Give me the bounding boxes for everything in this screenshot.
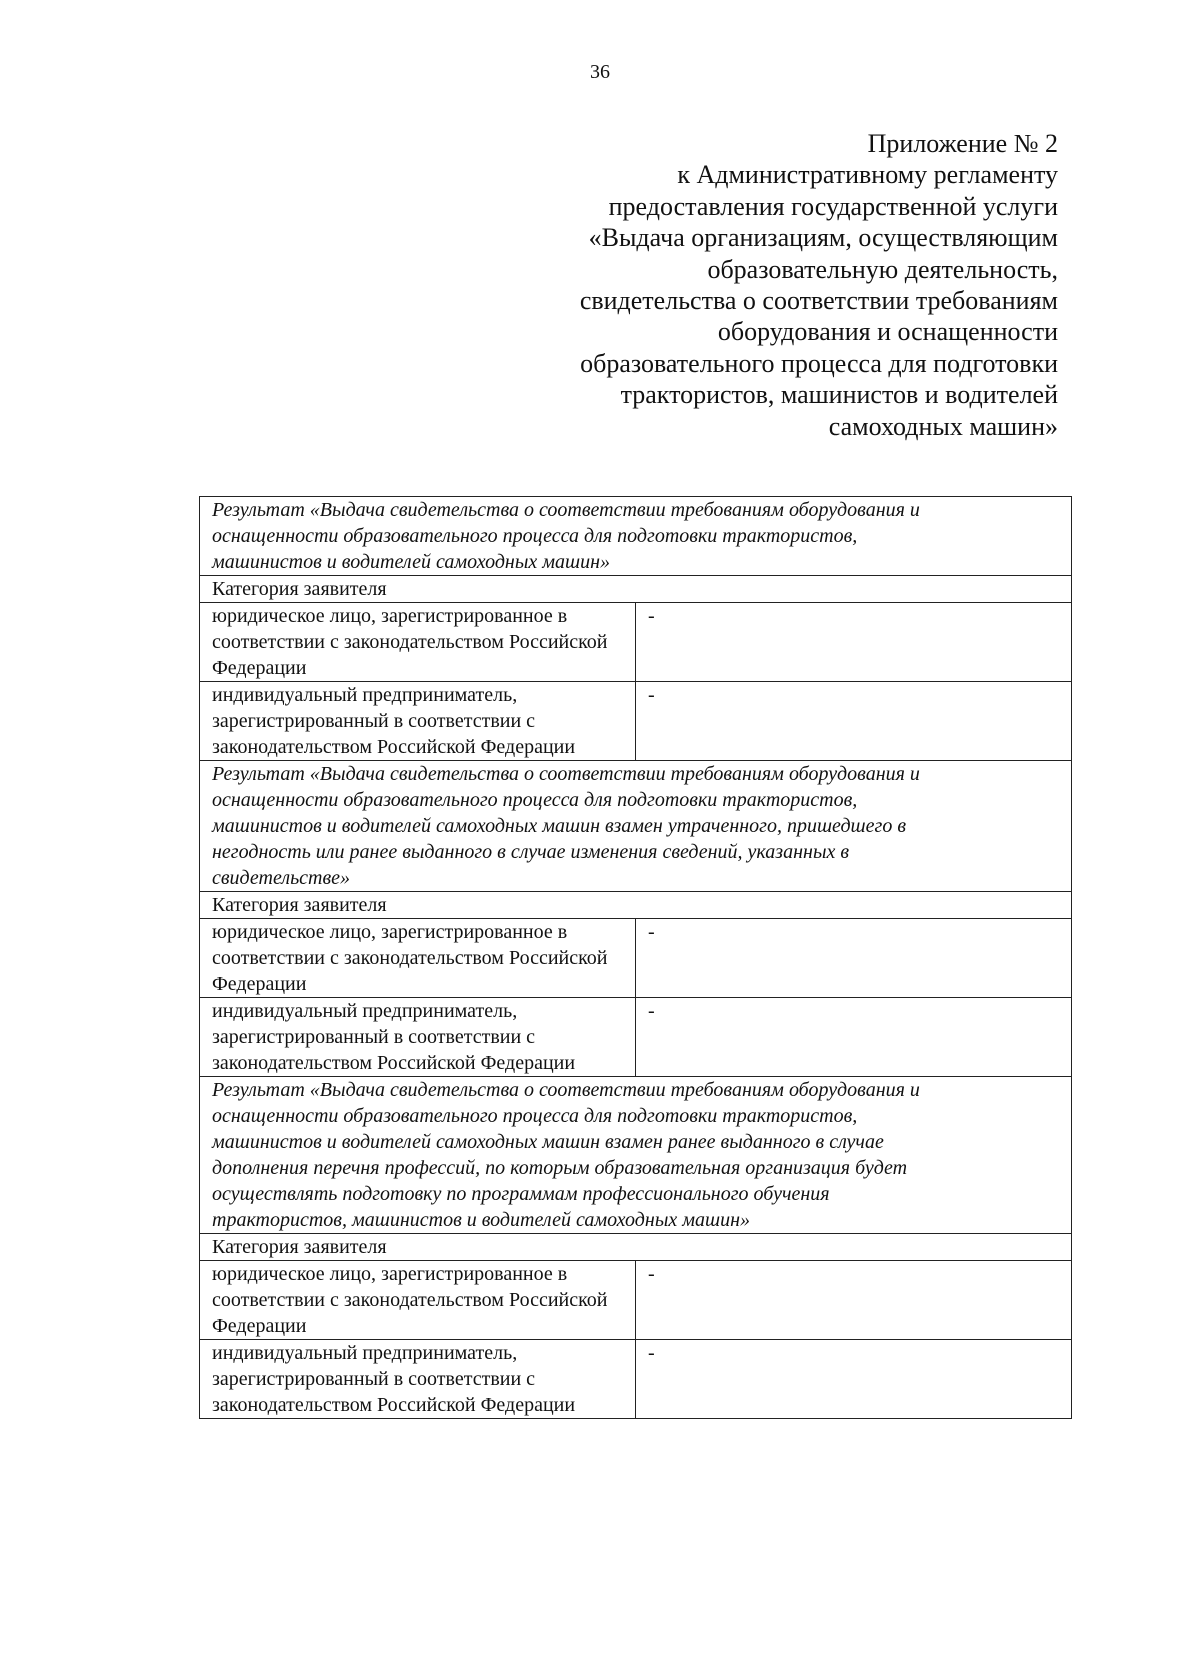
applicant-type-line: юридическое лицо, зарегистрированное в (212, 921, 568, 943)
applicant-type-line: юридическое лицо, зарегистрированное в (212, 1263, 568, 1285)
value-cell: - (636, 682, 1072, 761)
result-text-line: Результат «Выдача свидетельства о соответствии требованиям оборудования и (212, 763, 920, 785)
applicant-type-cell (200, 1340, 636, 1419)
result-row (200, 761, 1072, 892)
appendix-line: к Административному регламенту (677, 160, 1058, 190)
applicant-type-line: зарегистрированный в соответствии с (212, 1026, 536, 1048)
result-text-line: осуществлять подготовку по программам профессионального обучения (212, 1183, 830, 1205)
table-row (200, 919, 1072, 998)
result-text-line: дополнения перечня профессий, по которым образовательная организация будет (212, 1157, 908, 1179)
appendix-line: образовательного процесса для подготовки (580, 348, 1058, 378)
result-row (200, 1077, 1072, 1234)
result-text-line: машинистов и водителей самоходных машин взамен ранее выданного в случае (212, 1131, 884, 1153)
applicant-type-line: соответствии с законодательством Российской (212, 631, 608, 653)
result-cell (200, 1077, 1072, 1234)
applicant-type-line: соответствии с законодательством Российской (212, 947, 608, 969)
applicant-type-line: зарегистрированный в соответствии с (212, 710, 536, 732)
value-cell: - (636, 919, 1072, 998)
result-text-line: негодность или ранее выданного в случае изменения сведений, указанных в (212, 841, 850, 863)
appendix-line: предоставления государственной услуги (608, 191, 1058, 221)
applicant-type-line: индивидуальный предприниматель, (212, 1000, 518, 1022)
result-text-line: Результат «Выдача свидетельства о соответствии требованиям оборудования и (212, 1079, 920, 1101)
value-cell: - (636, 998, 1072, 1077)
value-cell: - (636, 1261, 1072, 1340)
table-row (200, 998, 1072, 1077)
page-number: 36 (590, 61, 610, 83)
applicant-type-line: законодательством Российской Федерации (212, 736, 576, 758)
result-text-line: свидетельстве» (212, 867, 351, 889)
applicant-type-line: юридическое лицо, зарегистрированное в (212, 605, 568, 627)
result-text-line: оснащенности образовательного процесса для подготовки трактористов, (212, 789, 858, 811)
appendix-line: самоходных машин» (828, 411, 1058, 441)
applicant-type-line: законодательством Российской Федерации (212, 1394, 576, 1416)
applicant-category-table (199, 496, 1072, 1419)
category-row (200, 576, 1072, 603)
table-row (200, 603, 1072, 682)
applicant-type-line: соответствии с законодательством Российской (212, 1289, 608, 1311)
applicant-type-cell (200, 603, 636, 682)
result-text-line: оснащенности образовательного процесса для подготовки трактористов, (212, 1105, 858, 1127)
appendix-line: свидетельства о соответствии требованиям (579, 286, 1058, 316)
result-text-line: трактористов, машинистов и водителей самоходных машин» (212, 1209, 751, 1231)
result-cell (200, 497, 1072, 576)
value-cell: - (636, 1340, 1072, 1419)
applicant-type-line: Федерации (212, 973, 307, 995)
result-text-line: Результат «Выдача свидетельства о соответствии требованиям оборудования и (212, 499, 920, 521)
appendix-header (580, 128, 1058, 442)
applicant-type-line: зарегистрированный в соответствии с (212, 1368, 536, 1390)
category-label: Категория заявителя (200, 576, 1072, 603)
applicant-type-cell (200, 682, 636, 761)
applicant-type-line: индивидуальный предприниматель, (212, 684, 518, 706)
table-row (200, 682, 1072, 761)
result-text-line: машинистов и водителей самоходных машин взамен утраченного, пришедшего в (212, 815, 907, 837)
result-text-line: оснащенности образовательного процесса для подготовки трактористов, (212, 525, 858, 547)
category-row (200, 892, 1072, 919)
result-cell (200, 761, 1072, 892)
applicant-type-cell (200, 919, 636, 998)
applicant-type-line: законодательством Российской Федерации (212, 1052, 576, 1074)
category-label: Категория заявителя (200, 892, 1072, 919)
applicant-type-line: Федерации (212, 1315, 307, 1337)
result-row (200, 497, 1072, 576)
applicant-type-line: индивидуальный предприниматель, (212, 1342, 518, 1364)
appendix-line: образовательную деятельность, (707, 254, 1058, 284)
appendix-line: трактористов, машинистов и водителей (620, 380, 1058, 410)
table-row (200, 1340, 1072, 1419)
table-row (200, 1261, 1072, 1340)
applicant-type-line: Федерации (212, 657, 307, 679)
applicant-type-cell (200, 1261, 636, 1340)
value-cell: - (636, 603, 1072, 682)
applicant-type-cell (200, 998, 636, 1077)
category-label: Категория заявителя (200, 1234, 1072, 1261)
category-row (200, 1234, 1072, 1261)
appendix-line: «Выдача организациям, осуществляющим (588, 223, 1058, 253)
appendix-line: оборудования и оснащенности (717, 317, 1058, 347)
appendix-line: Приложение № 2 (867, 129, 1058, 158)
result-text-line: машинистов и водителей самоходных машин» (212, 551, 611, 573)
